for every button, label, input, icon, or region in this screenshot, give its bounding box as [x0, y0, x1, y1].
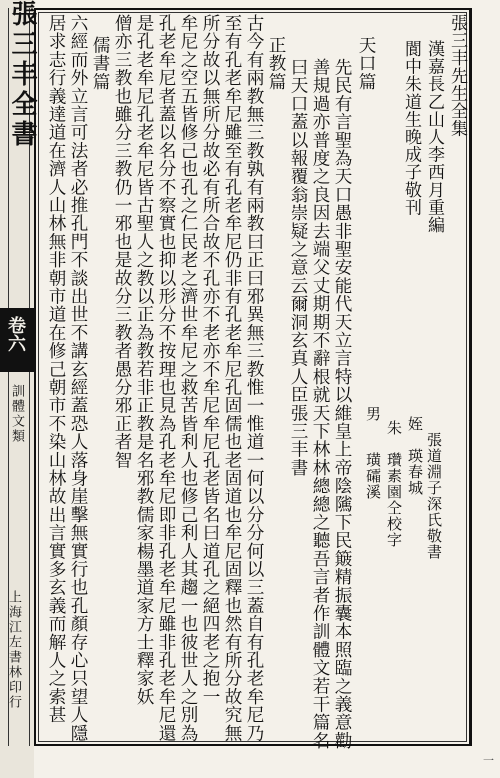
section2-line: 至有孔老牟尼雖至有孔老牟尼仍非有孔老牟尼孔固儒也老固道也牟尼固釋也然有所分故究無 — [222, 14, 242, 742]
son-role: 男 — [364, 406, 382, 422]
section1-line: 曰天口蓋以報覆翁崇疑之意云爾洞玄真人臣張三丰書 — [288, 58, 308, 477]
revisor-line: 閬中朱道生晚成子敬刊 — [401, 40, 421, 216]
proofreader-surname: 朱 — [385, 420, 403, 436]
section2-line: 是孔老牟尼孔老牟尼皆古聖人之教以正為教若非正教是名邪教儒家楊墨道家方士釋家妖 — [134, 14, 154, 706]
section2-line: 牟尼之空五皆修己也孔之仁民老之濟世牟尼之救苦皆利人也修己利人其趨一也彼世人之別為 — [178, 14, 198, 742]
nephew-role: 姪 — [406, 416, 424, 432]
section1-line: 善規過亦普度之良因去端父丈期期不辭根就天下林林總總之聽吾言者作訓體文若干篇名 — [310, 58, 330, 750]
page-number: 一 — [483, 754, 494, 767]
editor-line: 漢嘉長乙山人李西月重編 — [424, 40, 444, 234]
book-title: 張三丰先生全集 — [447, 14, 467, 138]
section-title-zhengjiao: 正教篇 — [266, 36, 286, 91]
nephew-name: 瑛春城 — [406, 448, 424, 496]
spine-section: 訓體文類 — [9, 384, 24, 444]
proofreader-line-1: 張道淵子深氏敬書 — [425, 432, 443, 560]
section3-line: 六經而外立言可法者必推孔門不談出世不講玄經蓋恐人落身崖擊無實行也孔顏存心只望人隱 — [68, 14, 88, 742]
section2-line: 孔老牟尼者蓋以名分不察實也抑以形分不按理也見為孔老牟尼即非孔老牟尼雖非孔老牟尼還 — [156, 14, 176, 742]
spine-strip — [0, 0, 37, 778]
section1-line: 先民有言聖為天口愚非聖安能代天立言特以維皇上帝陰隲下民簸精振囊本照臨之義意勸 — [332, 58, 352, 750]
proofreader-line-3: 瓚素園仝校字 — [385, 452, 403, 548]
spine-juan: 卷六 — [5, 316, 26, 352]
section2-line: 僧亦三教也雖分三教仍一邪也是故分三教者愚分邪正者智 — [112, 14, 132, 469]
section2-line: 古今有兩教無三教孰有兩教曰正曰邪異無三教惟一惟道一何以分分何以三蓋自有孔老牟尼乃 — [244, 14, 264, 742]
section-title-rushu: 儒書篇 — [90, 36, 110, 91]
spine-publisher: 上海江左書林印行 — [6, 590, 21, 710]
spine-title: 張三丰全書 — [7, 0, 37, 150]
proofreader-line-4: 璜礵溪 — [364, 452, 382, 500]
section2-line: 所分故以無所分故必有所合故不孔亦不老亦不牟尼牟尼孔老皆名曰道孔之絕四老之抱一 — [200, 14, 220, 706]
section3-line: 居求志行義達道在濟人山林無非朝市道在修己朝市不染山林故出言實多玄義而解人之索甚 — [46, 14, 66, 724]
section-title-tiankou: 天口篇 — [356, 36, 376, 91]
